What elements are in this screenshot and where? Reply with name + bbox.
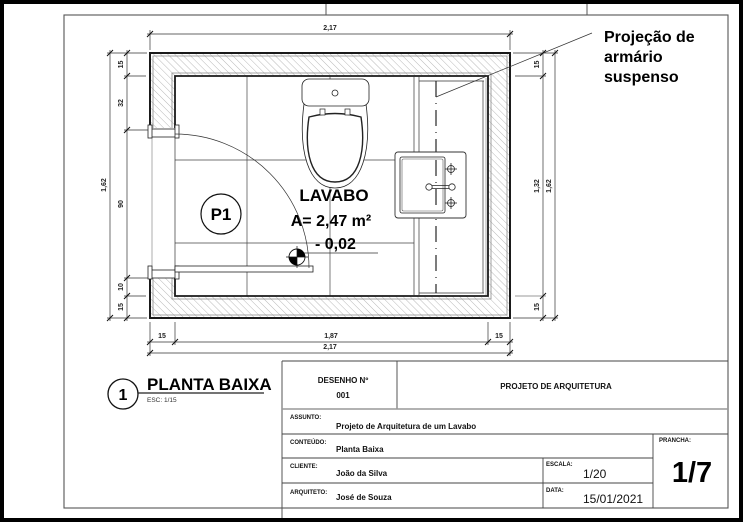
- dim-bottom-chain: 1,87: [324, 333, 338, 340]
- room-name: LAVABO: [299, 186, 369, 205]
- toilet-seat: [307, 114, 362, 183]
- client-value: João da Silva: [336, 469, 388, 478]
- content-value: Planta Baixa: [336, 445, 384, 454]
- room-area: A= 2,47 m²: [290, 213, 372, 230]
- scale-label: ESCALA:: [546, 462, 573, 468]
- sink-fixture: [395, 152, 466, 218]
- dim-bottom-chain: 15: [495, 333, 503, 340]
- project-title: PROJETO DE ARQUITETURA: [500, 382, 612, 391]
- date-label: DATA:: [546, 488, 564, 494]
- dim-left-chain: 32: [118, 99, 125, 107]
- date-value: 15/01/2021: [583, 492, 644, 506]
- dim-right-chain: 1,32: [534, 179, 541, 193]
- door-tag: P1: [210, 205, 232, 224]
- svg-text:suspenso: suspenso: [604, 69, 679, 86]
- view-title-text: PLANTA BAIXA: [147, 375, 272, 394]
- sheet-number: 1/7: [671, 457, 713, 489]
- door-jamb-top: [151, 129, 177, 137]
- dim-bottom-overall: 2,17: [323, 344, 337, 351]
- dim-left-overall: 1,62: [101, 178, 108, 192]
- door-leaf: [175, 266, 313, 272]
- drawing-number: 001: [336, 391, 350, 400]
- dim-bottom-chain: 15: [158, 333, 166, 340]
- view-scale: ESC: 1/15: [147, 397, 177, 404]
- scale-value: 1/20: [583, 467, 607, 481]
- dim-left-chain: 10: [118, 283, 125, 291]
- subject-value: Projeto de Arquitetura de um Lavabo: [336, 422, 477, 431]
- dim-right-chain: 15: [534, 303, 541, 311]
- dim-left-chain: 15: [118, 60, 125, 69]
- floor-level: - 0,02: [315, 236, 356, 253]
- toilet-fixture: [302, 79, 369, 188]
- drawing-number-label: DESENHO Nº: [317, 376, 369, 385]
- svg-text:armário: armário: [604, 49, 663, 66]
- faucet-icon: [449, 184, 455, 190]
- view-number: 1: [118, 387, 128, 404]
- content-label: CONTEÚDO:: [290, 440, 327, 446]
- flush-button-icon: [332, 90, 338, 96]
- dim-top-overall: 2,17: [323, 25, 337, 32]
- door-jamb-bottom: [151, 270, 177, 278]
- client-label: CLIENTE:: [290, 464, 318, 470]
- drain-icon: [426, 184, 432, 190]
- sink-basin: [400, 157, 445, 213]
- architect-label: ARQUITETO:: [290, 490, 328, 496]
- dim-left-chain: 15: [118, 303, 125, 311]
- dim-right-overall: 1,62: [546, 179, 553, 193]
- svg-text:Projeção de: Projeção de: [604, 29, 695, 46]
- dim-left-chain: 90: [118, 200, 125, 208]
- architect-value: José de Souza: [336, 493, 392, 502]
- sheet-label: PRANCHA:: [659, 438, 691, 444]
- subject-label: ASSUNTO:: [290, 415, 322, 421]
- dim-right-chain: 15: [534, 60, 541, 69]
